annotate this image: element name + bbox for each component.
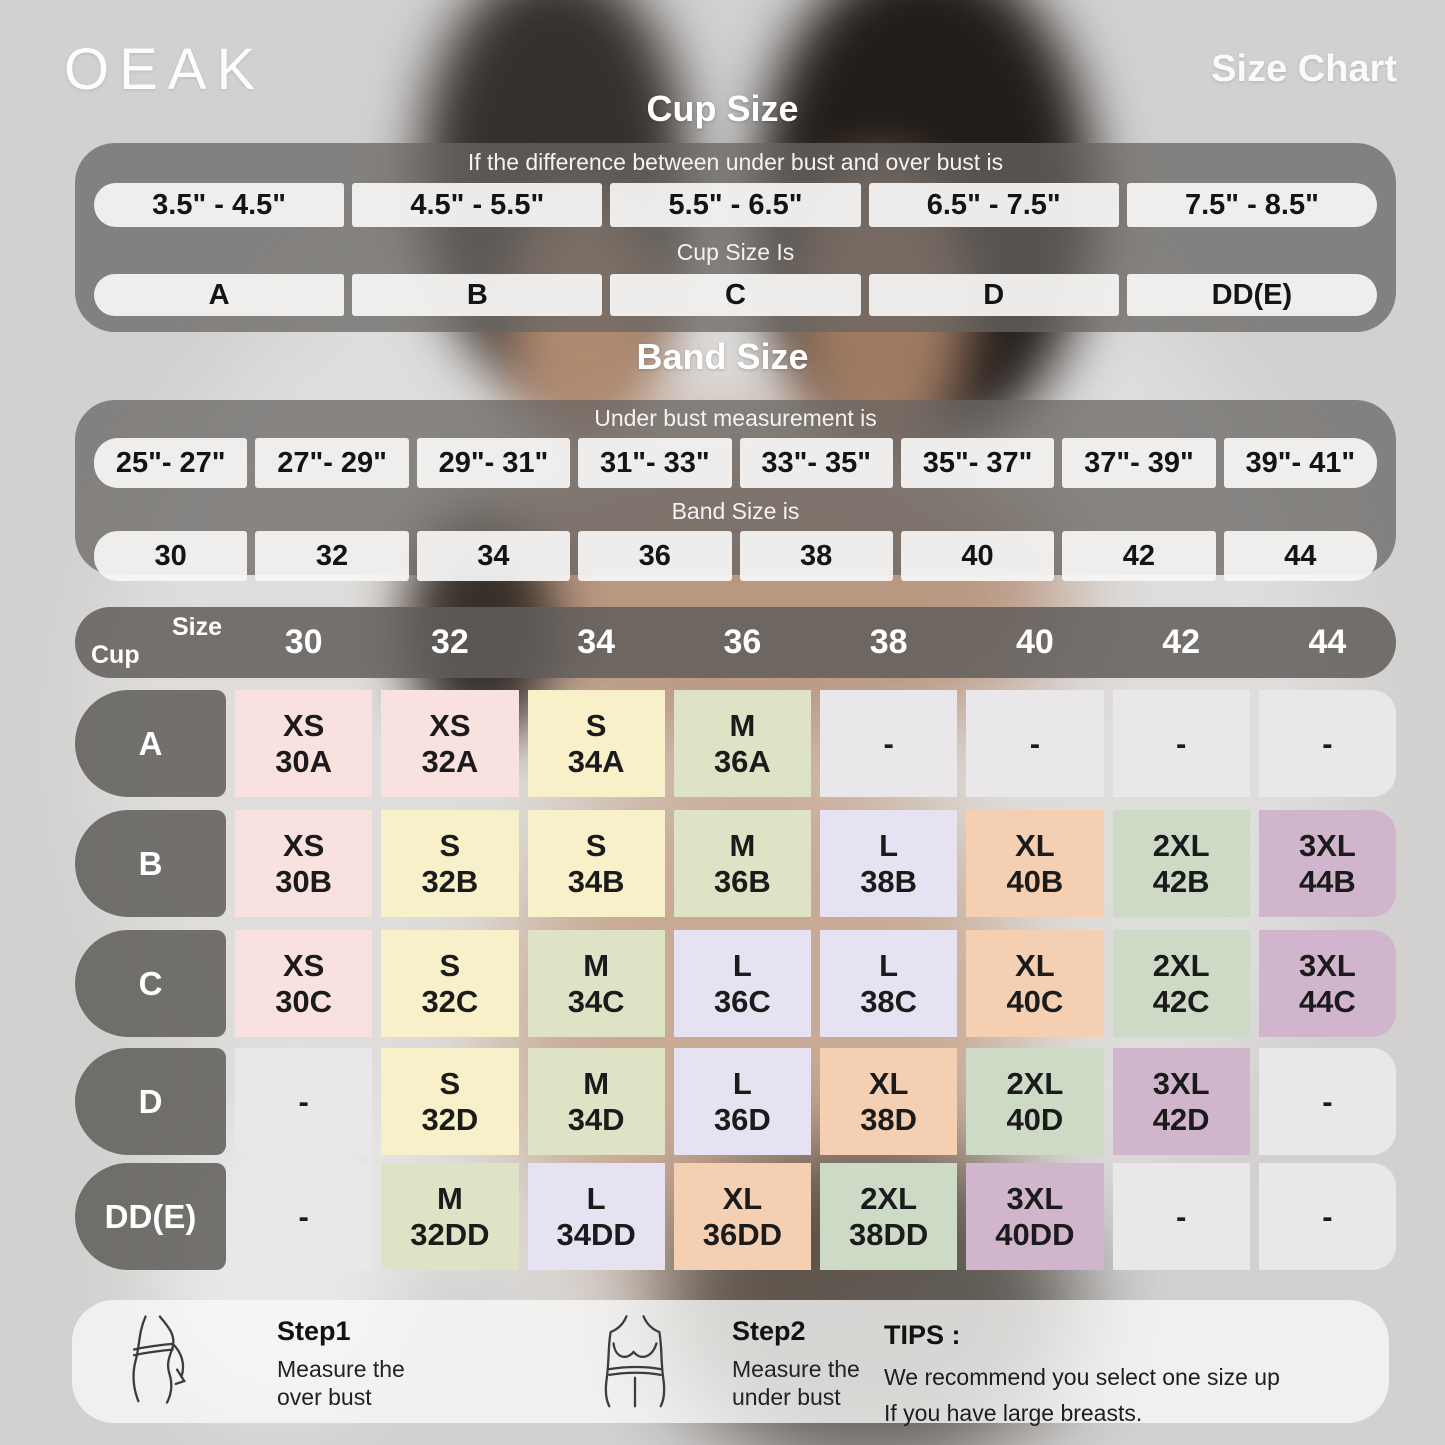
matrix-column-header: 30: [284, 623, 323, 661]
size-cell: [1113, 690, 1250, 797]
size-cell: [381, 930, 518, 1037]
band-size-panel: [75, 400, 1396, 575]
cell-code: 36DD: [702, 1216, 782, 1252]
size-cell: [674, 690, 811, 797]
band-range-cell: 31"- 33": [578, 438, 731, 488]
size-cell: [966, 690, 1103, 797]
matrix-row-b: [75, 810, 1396, 917]
cell-size: L: [586, 1181, 606, 1217]
cell-code: 34B: [567, 863, 625, 899]
measure-over-bust-icon: [114, 1312, 200, 1410]
size-cell: [820, 930, 957, 1037]
cell-code: 36C: [713, 983, 771, 1019]
cup-letter-cell: C: [610, 274, 860, 316]
size-cell: [235, 690, 372, 797]
size-cell: [820, 690, 957, 797]
size-cell: [381, 690, 518, 797]
cell-size: XL: [868, 1066, 909, 1102]
cell-code: 40DD: [995, 1216, 1075, 1252]
cell-code: 30C: [275, 983, 333, 1019]
cell-code: 30A: [275, 743, 333, 779]
cell-code: 38DD: [848, 1216, 929, 1252]
step1-desc: Measure the over bust: [277, 1356, 405, 1410]
cell-code: 34C: [567, 983, 625, 1019]
size-cell: [235, 810, 372, 917]
measure-under-bust-icon: [592, 1312, 678, 1412]
cell-size: XL: [1015, 828, 1055, 864]
cell-size: -: [1175, 725, 1187, 761]
tips-title: TIPS :: [884, 1320, 961, 1350]
cell-size: -: [1322, 1083, 1333, 1119]
matrix-corner: [75, 607, 226, 678]
size-cell: [235, 930, 372, 1037]
cell-code: 30B: [275, 863, 333, 899]
tips-line-1: We recommend you select one size up: [884, 1364, 1280, 1390]
cell-code: 42D: [1152, 1101, 1210, 1137]
cell-code: 42C: [1152, 983, 1210, 1019]
band-range-cell: 33"- 35": [740, 438, 893, 488]
cell-size: 2XL: [1152, 828, 1210, 864]
size-cell: [966, 810, 1103, 917]
cell-size: 3XL: [1298, 828, 1356, 864]
size-cell: [528, 1048, 665, 1155]
cell-code: 34D: [567, 1101, 625, 1137]
band-range-cell: 25"- 27": [94, 438, 247, 488]
cell-code: 38C: [860, 983, 918, 1019]
band-range-cell: 27"- 29": [255, 438, 408, 488]
band-range-cell: 37"- 39": [1062, 438, 1215, 488]
cell-code: 36B: [713, 863, 771, 899]
cell-code: 32C: [421, 983, 479, 1019]
cell-size: -: [298, 1083, 309, 1119]
matrix-column-header: 44: [1308, 623, 1347, 661]
matrix-row-dde: [75, 1163, 1396, 1270]
cup-range-cell: 5.5" - 6.5": [610, 183, 860, 227]
band-size-title: Band Size: [636, 336, 809, 377]
cell-size: XL: [722, 1181, 763, 1217]
matrix-column-header: 34: [577, 623, 616, 661]
size-cell: [1113, 930, 1250, 1037]
band-number-cell: 44: [1224, 531, 1377, 581]
band-range-cell: 39"- 41": [1224, 438, 1377, 488]
cell-size: XL: [1015, 948, 1055, 984]
band-number-cell: 38: [740, 531, 893, 581]
size-cell: [1259, 810, 1396, 917]
step2-title: Step2: [732, 1316, 806, 1346]
matrix-column-header: 32: [430, 623, 469, 661]
band-number-cell: 40: [901, 531, 1054, 581]
cell-size: -: [883, 725, 894, 761]
size-cell: [381, 810, 518, 917]
size-cell: [1259, 1048, 1396, 1155]
step1-block: [277, 1316, 447, 1411]
size-cell: [674, 930, 811, 1037]
cup-letter-cell: A: [94, 274, 344, 316]
size-cell: [235, 1048, 372, 1155]
size-cell: [674, 810, 811, 917]
matrix-corner-cup: Cup: [91, 641, 140, 669]
cell-code: 44C: [1298, 983, 1356, 1019]
cell-size: M: [583, 1066, 610, 1102]
step2-desc: Measure the under bust: [732, 1356, 860, 1410]
cup-difference-banner: If the difference between under bust and over bust is: [467, 149, 1004, 175]
size-cell: [1113, 1163, 1250, 1270]
cup-size-title: Cup Size: [646, 88, 799, 129]
cell-size: L: [732, 1066, 752, 1102]
size-cell: [966, 930, 1103, 1037]
row-label: D: [75, 1048, 226, 1155]
cup-size-is-label: Cup Size Is: [676, 239, 795, 265]
band-measurement-banner: Under bust measurement is: [594, 405, 877, 431]
cup-letter-row: [75, 274, 1396, 316]
size-cell: [528, 930, 665, 1037]
band-size-is-label: Band Size is: [671, 498, 800, 524]
size-cell: [1113, 810, 1250, 917]
cell-code: 32DD: [410, 1216, 490, 1252]
cell-code: 34A: [567, 743, 625, 779]
band-range-cell: 35"- 37": [901, 438, 1054, 488]
band-range-row: [75, 438, 1396, 488]
matrix-column-header: 42: [1162, 623, 1201, 661]
size-cell: [820, 810, 957, 917]
matrix-corner-size: Size: [171, 613, 222, 641]
cell-code: 32D: [421, 1101, 479, 1137]
cell-size: 3XL: [1298, 948, 1356, 984]
matrix-row-d: [75, 1048, 1396, 1155]
size-cell: [1259, 1163, 1396, 1270]
cell-size: M: [729, 828, 756, 864]
cell-size: L: [879, 948, 899, 984]
cell-size: 2XL: [1006, 1066, 1064, 1102]
cup-range-cell: 4.5" - 5.5": [352, 183, 602, 227]
band-number-cell: 42: [1062, 531, 1215, 581]
size-cell: [528, 1163, 665, 1270]
step1-title: Step1: [277, 1316, 351, 1346]
cell-code: 38B: [860, 863, 918, 899]
cell-size: M: [436, 1181, 463, 1217]
size-cell: [381, 1048, 518, 1155]
matrix-row-a: [75, 690, 1396, 797]
matrix-column-header: 36: [723, 623, 762, 661]
row-label: B: [75, 810, 226, 917]
cell-size: -: [1175, 1198, 1187, 1234]
band-number-row: [75, 531, 1396, 581]
cell-code: 32A: [421, 743, 479, 779]
cell-code: 40C: [1006, 983, 1064, 1019]
band-number-cell: 32: [255, 531, 408, 581]
footer-panel: [72, 1300, 1389, 1426]
cell-size: S: [439, 948, 461, 984]
matrix-column-header: 38: [869, 623, 908, 661]
cell-size: M: [583, 948, 610, 984]
cell-code: 42B: [1152, 863, 1210, 899]
size-matrix-header: [75, 607, 1396, 678]
cell-size: S: [585, 828, 607, 864]
step2-block: [732, 1316, 902, 1411]
cell-size: 2XL: [860, 1181, 918, 1217]
cell-size: XS: [429, 708, 471, 744]
size-cell: [966, 1163, 1103, 1270]
cell-size: -: [1029, 725, 1041, 761]
cell-size: L: [732, 948, 752, 984]
size-cell: [528, 810, 665, 917]
cell-code: 40B: [1006, 863, 1064, 899]
cup-range-row: [75, 183, 1396, 227]
cell-size: XS: [282, 708, 325, 744]
cell-size: 3XL: [1152, 1066, 1210, 1102]
cell-code: 40D: [1006, 1101, 1064, 1137]
band-number-cell: 34: [417, 531, 570, 581]
cell-size: M: [729, 708, 756, 744]
cell-size: S: [585, 708, 607, 744]
size-cell: [966, 1048, 1103, 1155]
band-number-cell: 36: [578, 531, 731, 581]
size-cell: [1259, 690, 1396, 797]
cell-size: -: [1322, 1198, 1333, 1234]
matrix-column-header: 40: [1015, 623, 1054, 661]
row-label: DD(E): [75, 1163, 226, 1270]
size-cell: [1113, 1048, 1250, 1155]
page-title: Size Chart: [1211, 48, 1397, 90]
cell-size: L: [879, 828, 899, 864]
cell-size: XS: [282, 828, 325, 864]
cell-size: -: [1322, 725, 1333, 761]
size-cell: [235, 1163, 372, 1270]
band-range-cell: 29"- 31": [417, 438, 570, 488]
cell-code: 32B: [421, 863, 479, 899]
cell-code: 34DD: [556, 1216, 636, 1252]
cup-range-cell: 7.5" - 8.5": [1127, 183, 1377, 227]
size-cell: [1259, 930, 1396, 1037]
size-cell: [528, 690, 665, 797]
cell-size: 3XL: [1006, 1181, 1064, 1217]
cup-size-panel: [75, 143, 1396, 332]
cup-letter-cell: DD(E): [1127, 274, 1377, 316]
tips-block: [884, 1320, 1280, 1431]
cell-code: 38D: [860, 1101, 918, 1137]
tips-line-2: If you have large breasts.: [884, 1399, 1143, 1426]
band-number-cell: 30: [94, 531, 247, 581]
cell-size: XS: [282, 948, 325, 984]
cell-code: 36D: [713, 1101, 771, 1137]
cell-size: 2XL: [1152, 948, 1210, 984]
row-label: C: [75, 930, 226, 1037]
cell-size: S: [439, 1066, 461, 1102]
cell-size: S: [439, 828, 461, 864]
size-cell: [674, 1163, 811, 1270]
cup-letter-cell: B: [352, 274, 602, 316]
size-cell: [674, 1048, 811, 1155]
cell-size: -: [298, 1198, 309, 1234]
matrix-row-c: [75, 930, 1396, 1037]
cell-code: 44B: [1298, 863, 1356, 899]
cup-range-cell: 3.5" - 4.5": [94, 183, 344, 227]
cup-range-cell: 6.5" - 7.5": [869, 183, 1119, 227]
size-cell: [820, 1163, 957, 1270]
brand-logo: OEAK: [64, 37, 266, 102]
cell-code: 36A: [713, 743, 771, 779]
row-label: A: [75, 690, 226, 797]
cup-letter-cell: D: [869, 274, 1119, 316]
size-cell: [820, 1048, 957, 1155]
size-cell: [381, 1163, 518, 1270]
